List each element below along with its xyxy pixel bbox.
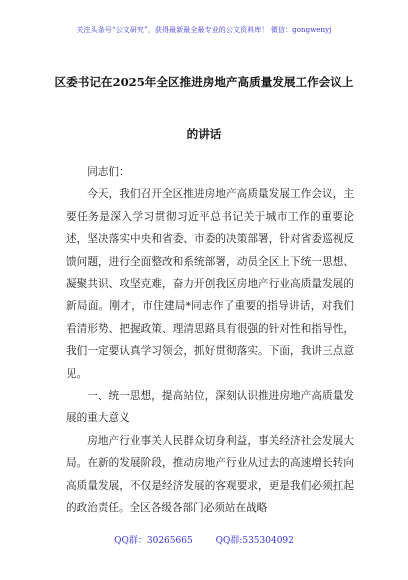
document-body (66, 161, 354, 520)
footer-qq-group-1: QQ群：30265665 (114, 536, 193, 546)
footer-qq-group-2: QQ群:535304092 (215, 536, 294, 546)
header-note: 关注头条号“公文研究”，获得最新最全最专业的公文资料库！ 微信：gongwenyj (76, 26, 332, 34)
paragraph-section1: 房地产行业事关人民群众切身利益，事关经济社会发展大局。在新的发展阶段，推动房地产行业从过去的高速增长转向高质量发展，不仅是经济发展的客观要求，更是我们必须扛起的政治责任。全区各级各部门必须站在战略 (66, 434, 354, 515)
footer-contacts (0, 533, 408, 546)
section-heading-1: 一、统一思想，提高站位，深刻认识推进房地产高质量发展的重大意义 (66, 390, 354, 425)
paragraph-intro: 今天，我们召开全区推进房地产高质量发展工作会议，主要任务是深入学习贯彻习近平总书记关于城市工作的重要论述，坚决落实中央和省委、市委的决策部署，针对省委巡视反馈问题，进行全面整改和系统部署，动员全区上下统一思想、凝聚共识、攻坚克难，奋力开创我区房地产行业高质量发展的新局面。刚才，市住建局*同志作了重要的指导讲话，对我们看清形势、把握政策、理清思路具有很强的针对性和指导性，我们一定要认真学习领会，抓好贯彻落实。下面，我讲三点意见。 (66, 188, 354, 380)
document-title-line1: 区委书记在2025年全区推进房地产高质量发展工作会议上 (54, 75, 354, 89)
document-title-line2: 的讲话 (186, 127, 222, 141)
salutation: 同志们： (87, 166, 130, 178)
